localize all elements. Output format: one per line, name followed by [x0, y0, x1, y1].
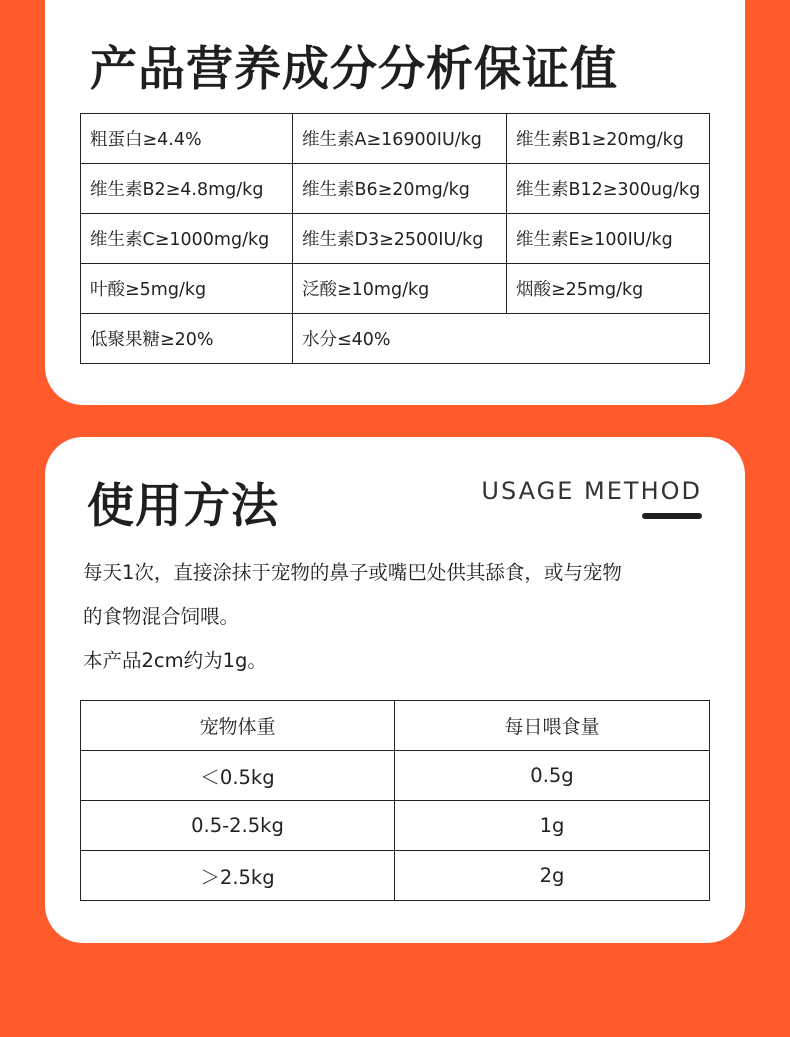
table-cell: 维生素D3≥2500IU/kg — [293, 214, 507, 264]
table-cell: 维生素B1≥20mg/kg — [507, 114, 710, 164]
nutrition-card — [45, 0, 745, 405]
table-cell: ＞2.5kg — [81, 851, 395, 901]
table-cell: 泛酸≥10mg/kg — [293, 264, 507, 314]
usage-paragraph-line: 每天1次，直接涂抹于宠物的鼻子或嘴巴处供其舔食，或与宠物 — [83, 561, 622, 584]
table-header-cell: 每日喂食量 — [395, 701, 710, 751]
table-cell: 水分≤40% — [293, 314, 710, 364]
table-row — [81, 751, 710, 801]
nutrition-table — [80, 113, 710, 364]
usage-paragraph-line: 的食物混合饲喂。 — [83, 605, 240, 628]
usage-title: 使用方法 — [87, 479, 279, 534]
table-cell: 0.5g — [395, 751, 710, 801]
usage-subtitle-en: USAGE METHOD — [481, 477, 702, 505]
table-cell: 维生素B6≥20mg/kg — [293, 164, 507, 214]
nutrition-title: 产品营养成分分析保证值 — [90, 42, 618, 97]
table-header-cell: 宠物体重 — [81, 701, 395, 751]
table-row — [81, 214, 710, 264]
table-row — [81, 264, 710, 314]
feeding-table — [80, 700, 710, 901]
table-cell: 1g — [395, 801, 710, 851]
table-cell: 粗蛋白≥4.4% — [81, 114, 293, 164]
usage-card — [45, 437, 745, 943]
table-cell: 维生素B2≥4.8mg/kg — [81, 164, 293, 214]
table-cell: 维生素B12≥300ug/kg — [507, 164, 710, 214]
table-row — [81, 801, 710, 851]
table-cell: 2g — [395, 851, 710, 901]
table-cell: 烟酸≥25mg/kg — [507, 264, 710, 314]
table-cell: 叶酸≥5mg/kg — [81, 264, 293, 314]
table-row — [81, 314, 710, 364]
table-cell: 0.5-2.5kg — [81, 801, 395, 851]
table-cell: 维生素A≥16900IU/kg — [293, 114, 507, 164]
table-row — [81, 164, 710, 214]
usage-instructions — [83, 551, 713, 683]
table-cell: ＜0.5kg — [81, 751, 395, 801]
table-cell: 维生素E≥100IU/kg — [507, 214, 710, 264]
table-row — [81, 114, 710, 164]
table-header-row — [81, 701, 710, 751]
title-underline-bar — [642, 513, 702, 519]
table-row — [81, 851, 710, 901]
table-cell: 低聚果糖≥20% — [81, 314, 293, 364]
table-cell: 维生素C≥1000mg/kg — [81, 214, 293, 264]
usage-note: 本产品2cm约为1g。 — [83, 649, 267, 672]
